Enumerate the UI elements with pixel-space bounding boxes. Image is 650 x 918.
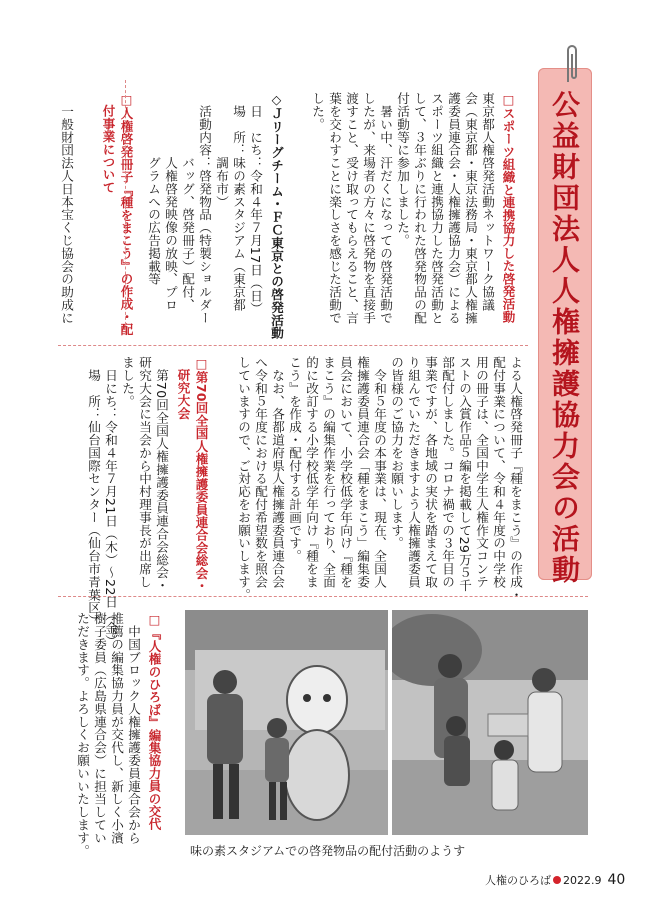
text-line: り組んでいただきますよう人権擁護委員 [406,356,421,589]
photo-distribution [392,610,588,835]
text-line: 事業ですが、各地域の実状を踏まえて取 [423,356,438,589]
hiroba-body [58,612,142,862]
text-line: 用の冊子は、全国中学生人権作文コンテ [474,356,489,589]
booklet-continued-body [218,356,524,602]
national-heading-line2: 研究大会 [176,356,191,420]
sports-heading: □スポーツ組織と連携協力した啓発活動 [501,92,516,324]
text-line: して、３年ぶりに行われた啓発物品の配 [412,92,427,325]
text-line: した。 [310,92,325,131]
text-line: 部配付しました。コロナ禍での３年目の [440,356,455,589]
text-line: まこう』の編集作業を行っており、全面 [321,356,336,589]
hiroba-heading: □『人権のひろば』編集協力員の交代 [147,612,162,831]
text-line: ストの入賞作品５編を掲載して29万５千 [457,356,472,592]
text-line: 中国ブロック人権擁護委員連合会から [126,612,141,845]
fc-tokyo-event-heading: ◇Ｊリーグチーム・ＦＣ東京との啓発活動 [269,92,284,340]
text-line: 権擁護委員連合会「種をまこう」編集委 [355,356,370,589]
text-line: していますので、ご対応をお願いします。 [236,356,251,602]
text-line: 護委員連合会・人権擁護協力会）による [446,92,461,325]
text-line: へ令和５年度における配付希望数を照会 [253,356,268,589]
page-footer [485,872,625,888]
national-body [58,356,170,648]
magazine-name: 人権のひろば [485,874,551,887]
text-line: 暑い中、汗だくになっての啓発活動で [378,92,393,325]
text-line: 的に改訂する小学校低学年向け『種をま [304,356,319,589]
text-line: ました。 [120,356,135,408]
photo-mascot-illustration [185,610,388,835]
text-line: 日にち：令和４年７月21日（木）～22日（金） [103,356,118,648]
text-line: の皆様のご協力をお願いします。 [389,356,404,550]
paper-clip-icon [562,42,582,86]
page-number: 40 [607,872,626,888]
text-line: したが、来場者の方々に啓発物を直接手 [361,92,376,325]
footer-dot-icon [553,876,561,884]
page-title: 公益財団法人人権擁護協力会の活動 [548,90,581,586]
photo-mascot [185,610,388,835]
text-line: なお、各都道府県人権擁護委員連合会 [270,356,285,589]
text-line: 活動内容：啓発物品（特製ショルダー [197,92,212,325]
text-line: 員会において、小学校低学年向け『種を [338,356,353,589]
text-line: 場 所：仙台国際センター（仙台市青葉区） [86,356,101,627]
text-line: 日 にち：令和４年７月17日（日） [248,92,263,316]
sports-body [310,92,496,342]
text-line: 推薦の編集協力員が交代し、新しく小濱 [109,612,124,845]
text-line: 配付事業について、令和４年度の中学校 [491,356,506,589]
column-divider [125,80,126,335]
text-line: 渡すこと、受け取ってもらえること、言 [344,92,359,325]
text-line: 葉を交わすことに楽しさを感じた活動で [327,92,342,325]
text-line: 調布市） [214,92,229,209]
text-line: 付活動等に参加しました。 [395,92,410,247]
text-line: 会（東京都・東京法務局・東京都人権擁 [463,92,478,325]
photo-caption: 味の素スタジアムでの啓発物品の配付活動のようす [190,844,466,858]
text-line: 場 所：味の素スタジアム（東京都 [231,92,246,312]
fc-tokyo-event-details [130,92,264,332]
text-line: ただきます。よろしくお願いいたします。 [75,612,90,858]
text-line: 人権啓発映像の放映、プロ [163,92,178,312]
text-line: スポーツ組織と連携協力した啓発活動と [429,92,444,325]
booklet-body: 一般財団法人日本宝くじ協会の助成に [59,92,74,325]
text-line: こう』を作成・配付する計画です。 [287,356,302,563]
text-line: 研究大会に当会から中村理事長が出席し [137,356,152,589]
text-line: 東京都人権啓発活動ネットワーク協議 [480,92,495,312]
text-line: グラムへの広告掲載等 [146,92,161,286]
booklet-heading-line1: □人権啓発冊子『種をまこう』の作成・配 [119,92,134,336]
text-line: 令和５年度の本事業は、現在、全国人 [372,356,387,589]
text-line: 第70回全国人権擁護委員連合会総会・ [154,356,169,592]
text-line: バッグ、啓発冊子）配付、 [180,92,195,312]
national-heading-line1: □第70回全国人権擁護委員連合会総会・ [194,356,209,593]
photo-distribution-illustration [392,610,588,835]
text-line: よる人権啓発冊子『種をまこう』の作成・ [508,356,523,602]
issue-date: 2022.9 [563,874,602,887]
booklet-heading-line2: 付事業について [101,92,116,194]
section-divider [58,345,528,346]
text-line: 樹子委員（広島県連合会）に担当してい [92,612,107,845]
